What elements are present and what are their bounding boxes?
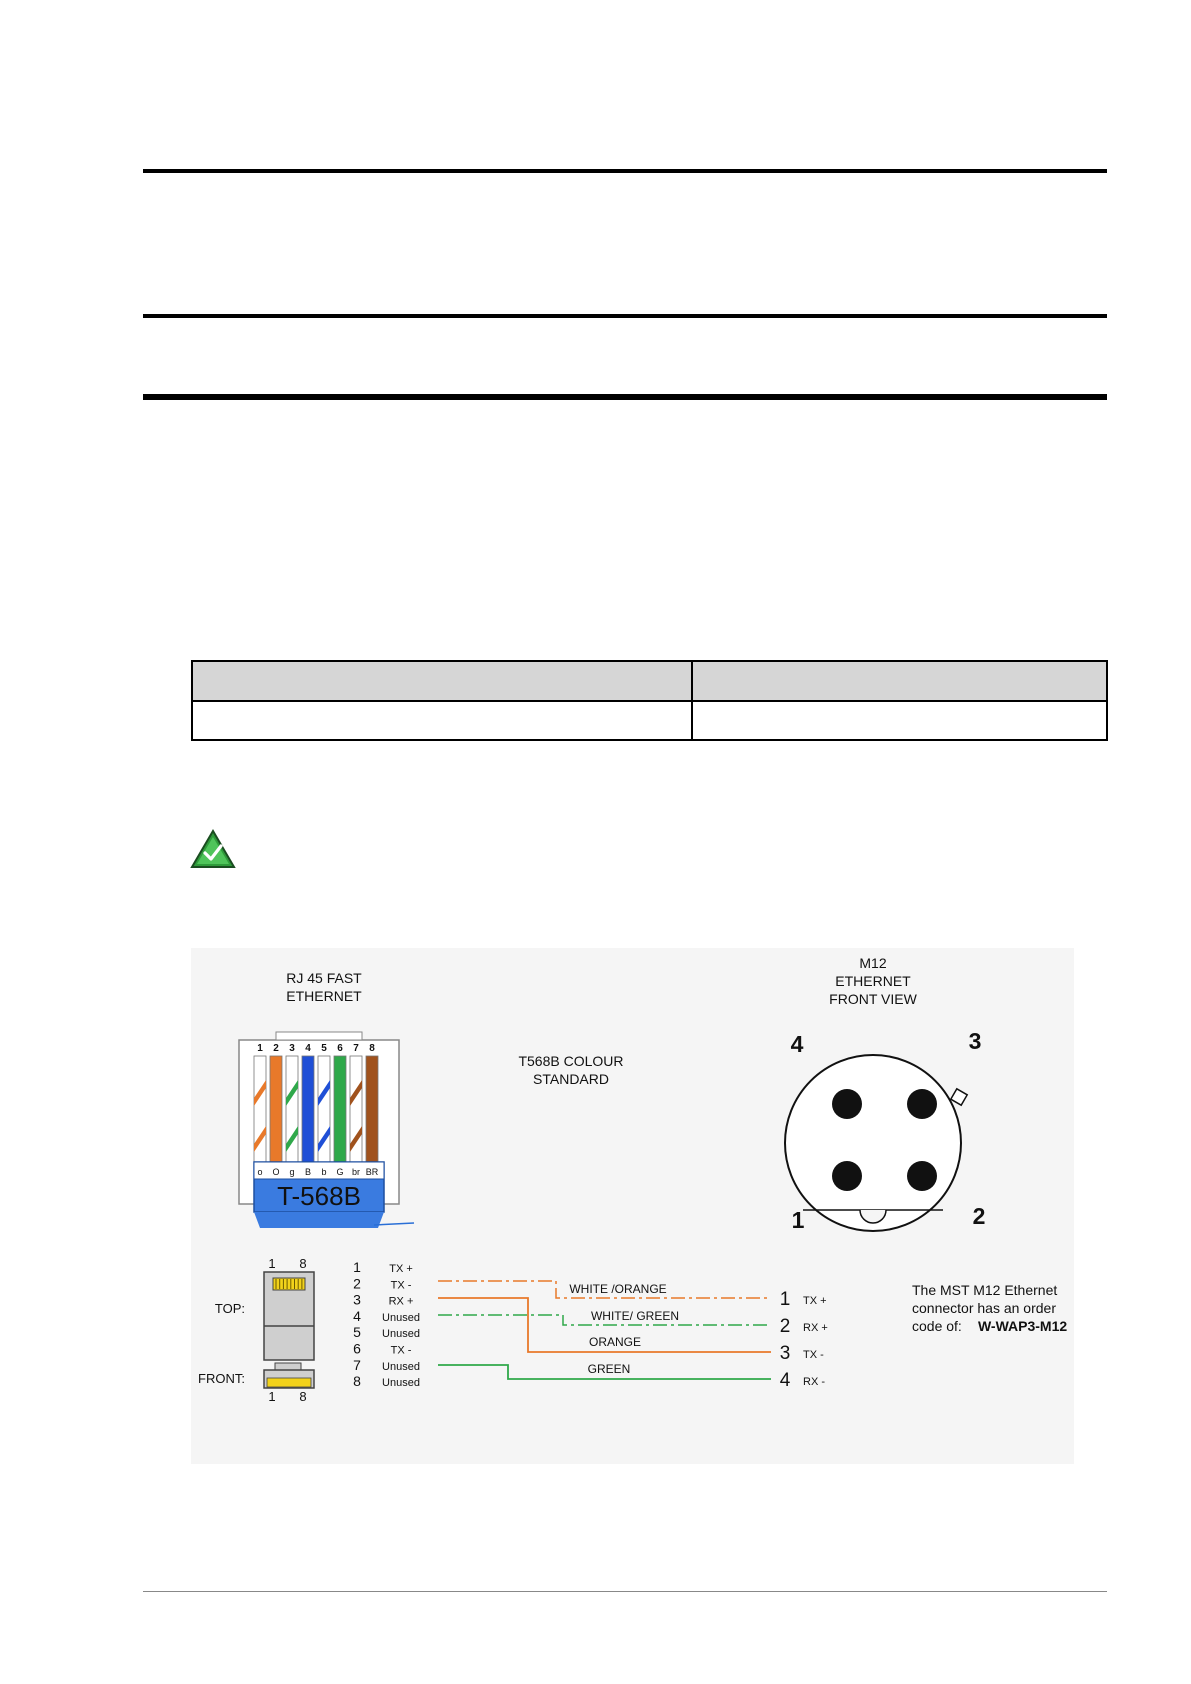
m12-pinout-signal: RX + [803, 1322, 828, 1334]
standard-title-line: T568B COLOUR [518, 1053, 624, 1069]
rj45-pinout-number: 3 [353, 1291, 361, 1308]
rj45-pin-number: 4 [305, 1043, 311, 1054]
wire-label: WHITE/ GREEN [590, 1309, 680, 1323]
order-note-line: connector has an order [912, 1300, 1056, 1316]
m12-pinout-signal: TX - [803, 1349, 824, 1361]
m12-pinout-signal: TX + [803, 1295, 827, 1307]
wire-label: GREEN [587, 1362, 631, 1376]
rj45-pinout-number: 5 [353, 1324, 361, 1341]
rj45-pinout-number: 7 [353, 1356, 361, 1373]
m12-pinout-number: 3 [779, 1343, 791, 1364]
rj45-pinout-number: 6 [353, 1340, 361, 1357]
table-cell [192, 701, 692, 740]
colour-code: g [289, 1167, 295, 1177]
rj45-pin-number: 7 [353, 1043, 359, 1054]
rj45-connector [239, 1032, 414, 1228]
m12-title-line: ETHERNET [835, 973, 911, 989]
m12-pin-label: 2 [972, 1203, 986, 1229]
front-label: FRONT: [198, 1371, 245, 1386]
colour-code: B [304, 1167, 312, 1177]
rj45-pinout-number: 2 [353, 1275, 361, 1292]
rj45-pin-number: 8 [369, 1043, 375, 1054]
rj45-pinout-signal: Unused [382, 1377, 420, 1390]
colour-code: O [272, 1167, 280, 1177]
rj45-pinout-signal: TX - [390, 1344, 412, 1357]
rj45-pin-number: 3 [289, 1043, 295, 1054]
colour-code: o [257, 1167, 263, 1177]
m12-pinout-number: 2 [779, 1316, 791, 1337]
rj45-wire [270, 1056, 282, 1162]
table-header-cell [192, 661, 692, 701]
table-cell [692, 701, 1107, 740]
m12-pin-hole-1 [832, 1161, 862, 1191]
rj45-pinout-signal: Unused [382, 1328, 420, 1341]
m12-title-line: M12 [859, 955, 887, 971]
rj45-pin-number: 2 [273, 1043, 279, 1054]
end-pin-label: 8 [299, 1389, 307, 1404]
rj45-front-view [264, 1363, 314, 1388]
rj45-top-view [264, 1272, 314, 1360]
rj45-pin-number: 1 [257, 1043, 263, 1054]
rj45-pinout-signal: Unused [382, 1360, 420, 1373]
standard-title-line: STANDARD [533, 1071, 609, 1087]
rj45-pinout-number: 4 [353, 1307, 361, 1324]
rj45-title-line: RJ 45 FAST [286, 970, 362, 986]
header-rule-top [143, 169, 1107, 173]
m12-pin-hole-3 [907, 1089, 937, 1119]
end-pin-label: 1 [268, 1389, 276, 1404]
top-label: TOP: [214, 1301, 245, 1316]
m12-connector [785, 1055, 967, 1231]
header-rule-middle [143, 314, 1107, 318]
m12-pin-label: 4 [790, 1031, 804, 1057]
m12-pin-label: 1 [791, 1207, 805, 1233]
rj45-pin-number: 6 [337, 1043, 343, 1054]
colour-code: BR [365, 1167, 379, 1177]
wire-label: WHITE /ORANGE [569, 1282, 667, 1296]
rj45-title-line: ETHERNET [286, 988, 362, 1004]
order-code: W-WAP3-M12 [978, 1318, 1068, 1334]
m12-pinout-number: 4 [779, 1370, 791, 1391]
end-pin-label: 1 [268, 1256, 276, 1271]
rj45-wire [334, 1056, 346, 1162]
end-pin-label: 8 [299, 1256, 307, 1271]
rj45-pinout-signal: Unused [382, 1311, 420, 1324]
wire-label: ORANGE [588, 1335, 642, 1349]
m12-pin-hole-2 [907, 1161, 937, 1191]
rj45-pinout-number: 1 [353, 1259, 361, 1275]
colour-code: G [336, 1167, 344, 1177]
wiring-diagram [191, 948, 1074, 1464]
header-rule-bottom [143, 394, 1107, 400]
m12-pin-hole-4 [832, 1089, 862, 1119]
m12-pinout-number: 1 [779, 1289, 791, 1310]
rj45-wire [366, 1056, 378, 1162]
rj45-pin-number: 5 [321, 1043, 327, 1054]
table-header-row [192, 661, 1107, 701]
m12-pinout-signal: RX - [803, 1376, 825, 1388]
table-header-cell [692, 661, 1107, 701]
rj45-pinout-number: 8 [353, 1373, 361, 1390]
m12-pin-label: 3 [968, 1028, 982, 1054]
spec-table [191, 660, 1108, 741]
rj45-pinout-signal: TX - [390, 1279, 412, 1292]
rj45-wire [302, 1056, 314, 1162]
wiring-figure [191, 948, 1074, 1464]
rj45-pinout-signal: TX + [389, 1263, 413, 1275]
order-note-line: code of: [912, 1318, 962, 1334]
rj45-pinout-signal: RX + [388, 1295, 414, 1308]
colour-code: b [321, 1167, 327, 1177]
m12-title-line: FRONT VIEW [829, 991, 917, 1007]
t568b-label: T-568B [277, 1181, 361, 1211]
colour-code: br [351, 1167, 361, 1177]
table-row [192, 701, 1107, 740]
footer-rule [143, 1591, 1107, 1592]
order-note-line: The MST M12 Ethernet [912, 1282, 1058, 1298]
check-triangle-icon [190, 829, 236, 869]
